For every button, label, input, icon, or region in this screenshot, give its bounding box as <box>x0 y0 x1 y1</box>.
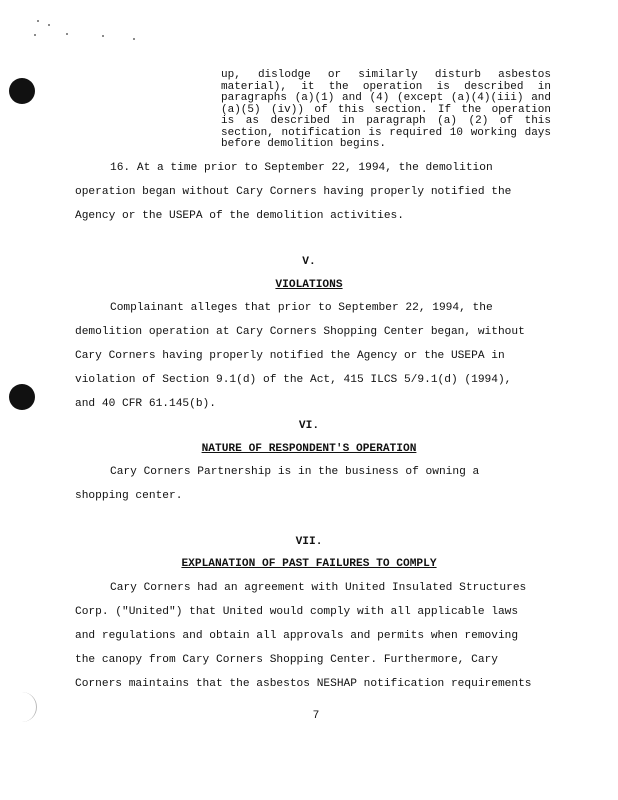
quote-line: (a)(5) (iv)) of this section. If the operation <box>221 103 551 116</box>
page-number: 7 <box>312 710 320 722</box>
section-5-title: VIOLATIONS <box>275 279 343 291</box>
scan-speck <box>34 34 36 36</box>
quote-line: paragraphs (a)(1) and (4) (except (a)(4)(iii) and <box>221 92 551 104</box>
scan-speck <box>48 24 50 26</box>
binder-hole-top <box>9 78 35 104</box>
section-7-line: Cary Corners had an agreement with United Insulated Structures <box>110 582 527 594</box>
paragraph-16-line: Agency or the USEPA of the demolition activities. <box>75 210 404 222</box>
quote-line: before demolition begins. <box>221 138 387 150</box>
section-5-line: violation of Section 9.1(d) of the Act, 415 ILCS 5/9.1(d) (1994), <box>75 374 512 386</box>
section-5-line: Complainant alleges that prior to September 22, 1994, the <box>110 302 493 314</box>
section-7-line: and regulations and obtain all approvals and permits when removing <box>75 630 519 642</box>
section-7-title: EXPLANATION OF PAST FAILURES TO COMPLY <box>181 558 437 570</box>
section-6-number: VI. <box>298 420 320 432</box>
section-5-line: and 40 CFR 61.145(b). <box>75 398 216 410</box>
scan-speck <box>66 33 68 35</box>
quoted-regulation-block <box>221 70 551 151</box>
scan-speck <box>102 35 104 37</box>
section-6-title: NATURE OF RESPONDENT'S OPERATION <box>201 443 417 455</box>
quote-line: is as described in paragraph (a) (2) of this <box>221 115 551 127</box>
section-6-line: Cary Corners Partnership is in the business of owning a <box>110 466 480 478</box>
section-7-number: VII. <box>295 536 323 548</box>
section-5-line: Cary Corners having properly notified the Agency or the USEPA in <box>75 350 505 362</box>
quote-line: up, dislodge or similarly disturb asbestos <box>221 69 551 81</box>
section-7-line: Corners maintains that the asbestos NESHAP notification requirements <box>75 678 532 690</box>
scan-speck <box>37 20 39 22</box>
paragraph-16-line: operation began without Cary Corners having properly notified the <box>75 186 512 198</box>
section-6-line: shopping center. <box>75 490 183 502</box>
section-5-line: demolition operation at Cary Corners Shopping Center began, without <box>75 326 525 338</box>
section-5-number: V. <box>302 256 316 268</box>
section-7-line: Corp. ("United") that United would comply with all applicable laws <box>75 606 519 618</box>
quote-line: section, notification is required 10 working days <box>221 126 551 139</box>
scan-speck <box>133 38 135 40</box>
binder-hole-middle <box>9 384 35 410</box>
section-7-line: the canopy from Cary Corners Shopping Center. Furthermore, Cary <box>75 654 498 666</box>
quote-line: material), it the operation is described in <box>221 80 551 93</box>
paragraph-16-line: 16. At a time prior to September 22, 1994, the demolition <box>110 162 493 174</box>
